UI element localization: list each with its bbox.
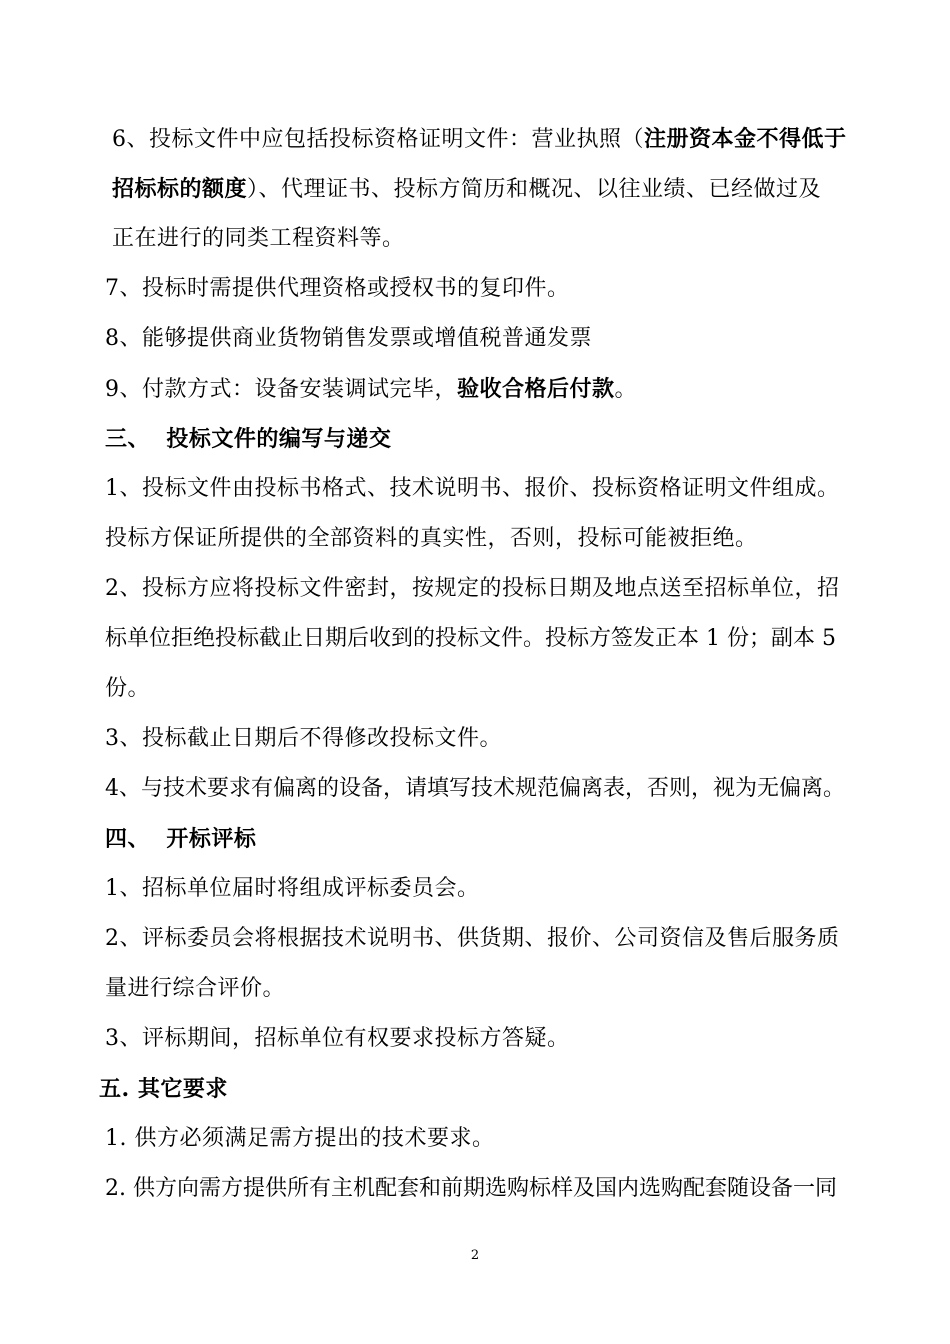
section-3-item-2-line-1: 2、投标方应将投标文件密封，按规定的投标日期及地点送至招标单位，招 <box>105 576 840 601</box>
section-3-item-2-line-2: 标单位拒绝投标截止日期后收到的投标文件。投标方签发正本 1 份；副本 5 <box>105 626 836 651</box>
text-run: 6、投标文件中应包括投标资格证明文件：营业执照（ <box>112 127 644 152</box>
section-heading-5: 五. 其它要求 <box>99 1076 228 1102</box>
paragraph-item-6-line-3: 正在进行的同类工程资料等。 <box>112 226 405 251</box>
text-run: 9、付款方式：设备安装调试完毕， <box>105 377 457 402</box>
paragraph-item-9 <box>105 375 637 404</box>
bold-text-run: 验收合格后付款 <box>457 376 615 402</box>
section-4-item-1: 1、招标单位届时将组成评标委员会。 <box>105 876 480 901</box>
paragraph-item-6-line-1 <box>112 125 847 154</box>
section-3-item-4: 4、与技术要求有偏离的设备，请填写技术规范偏离表，否则，视为无偏离。 <box>105 776 845 801</box>
section-3-item-1-line-2: 投标方保证所提供的全部资料的真实性，否则，投标可能被拒绝。 <box>105 526 758 551</box>
section-4-item-2-line-2: 量进行综合评价。 <box>105 976 286 1001</box>
text-run: 。 <box>614 377 638 402</box>
paragraph-item-7: 7、投标时需提供代理资格或授权书的复印件。 <box>105 276 570 301</box>
section-4-item-2-line-1: 2、评标委员会将根据技术说明书、供货期、报价、公司资信及售后服务质 <box>105 926 840 951</box>
section-heading-4: 四、 开标评标 <box>105 826 257 852</box>
section-heading-3: 三、 投标文件的编写与递交 <box>105 426 392 452</box>
section-3-item-3: 3、投标截止日期后不得修改投标文件。 <box>105 726 502 751</box>
paragraph-item-8: 8、能够提供商业货物销售发票或增值税普通发票 <box>105 326 592 351</box>
bold-text-run: 注册资本金不得低于 <box>644 126 847 152</box>
page-number: 2 <box>470 1248 480 1263</box>
paragraph-item-6-line-2 <box>112 175 821 204</box>
section-4-item-3: 3、评标期间，招标单位有权要求投标方答疑。 <box>105 1026 570 1051</box>
section-5-item-2: 2. 供方向需方提供所有主机配套和前期选购标样及国内选购配套随设备一同 <box>105 1176 837 1201</box>
section-5-item-1: 1. 供方必须满足需方提出的技术要求。 <box>105 1126 495 1151</box>
section-3-item-2-line-3: 份。 <box>105 676 151 701</box>
bold-text-run: 招标标的额度 <box>112 176 248 202</box>
section-3-item-1-line-1: 1、投标文件由投标书格式、技术说明书、报价、投标资格证明文件组成。 <box>105 476 840 501</box>
text-run: ）、代理证书、投标方简历和概况、以往业绩、已经做过及 <box>247 177 822 202</box>
